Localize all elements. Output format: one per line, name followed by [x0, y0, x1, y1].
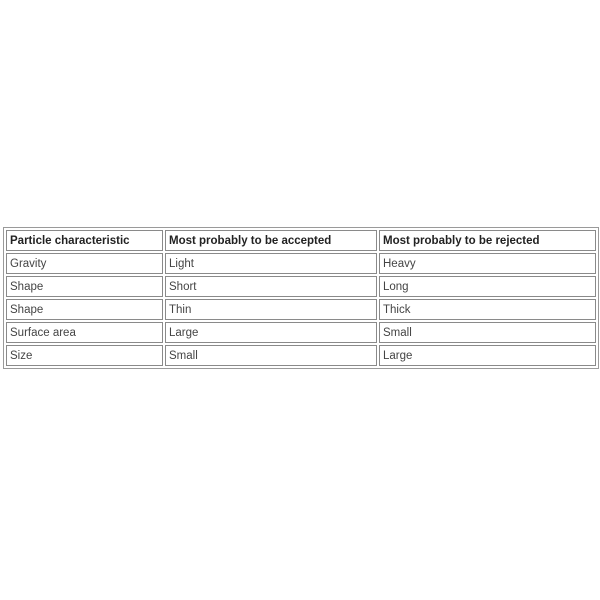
particle-characteristics-table	[3, 227, 599, 369]
cell-rejected: Large	[379, 345, 596, 366]
cell-accepted: Short	[165, 276, 377, 297]
table-row	[6, 276, 596, 297]
cell-rejected: Small	[379, 322, 596, 343]
cell-rejected: Long	[379, 276, 596, 297]
cell-characteristic: Shape	[6, 276, 163, 297]
cell-accepted: Large	[165, 322, 377, 343]
cell-rejected: Thick	[379, 299, 596, 320]
header-accepted: Most probably to be accepted	[165, 230, 377, 251]
table-container	[3, 227, 599, 369]
cell-characteristic: Gravity	[6, 253, 163, 274]
cell-characteristic: Surface area	[6, 322, 163, 343]
table-row	[6, 299, 596, 320]
cell-rejected: Heavy	[379, 253, 596, 274]
header-rejected: Most probably to be rejected	[379, 230, 596, 251]
cell-accepted: Thin	[165, 299, 377, 320]
cell-characteristic: Shape	[6, 299, 163, 320]
cell-characteristic: Size	[6, 345, 163, 366]
table-header-row	[6, 230, 596, 251]
table-row	[6, 322, 596, 343]
table-row	[6, 253, 596, 274]
cell-accepted: Small	[165, 345, 377, 366]
table-row	[6, 345, 596, 366]
header-particle-characteristic: Particle characteristic	[6, 230, 163, 251]
cell-accepted: Light	[165, 253, 377, 274]
